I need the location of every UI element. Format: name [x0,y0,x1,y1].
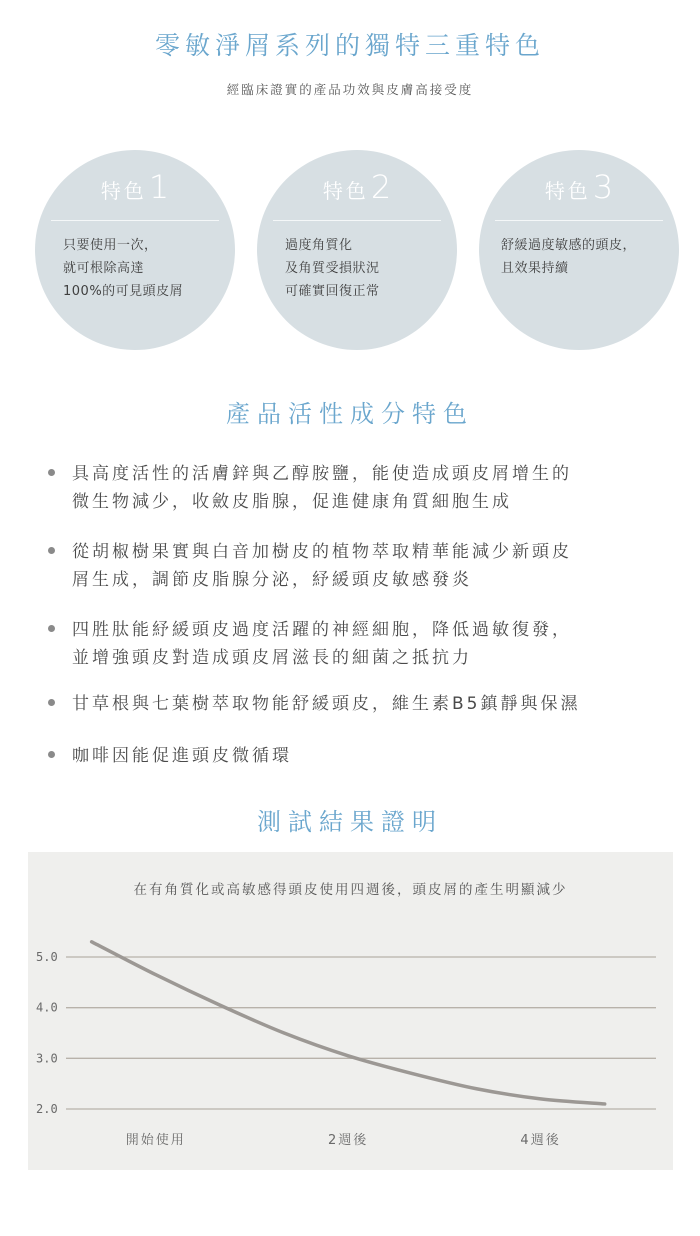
results-title: 測試結果證明 [257,808,443,836]
y-tick-label: 3.0 [36,1051,58,1066]
feature-line: 100%的可見頭皮屑 [63,284,184,299]
feature-label: 特色 [322,179,369,203]
feature-number: 1 [148,168,170,206]
x-tick-label: 4週後 [520,1133,561,1148]
x-tick-label: 2週後 [328,1133,369,1148]
ingredient-line: 具高度活性的活膚鋅與乙醇胺鹽，能使造成頭皮屑增生的 [72,464,572,484]
feature-label: 特色 [544,179,591,203]
feature-circle-1 [35,150,235,350]
feature-line: 只要使用一次， [63,238,158,253]
feature-line: 且效果持續 [501,261,569,276]
bullet-dot [48,625,55,632]
feature-line: 過度角質化 [285,238,353,253]
feature-label: 特色 [100,179,147,203]
bullet-dot [48,751,55,758]
y-tick-label: 5.0 [36,950,58,964]
ingredient-line: 從胡椒樹果實與白音加樹皮的植物萃取精華能減少新頭皮 [72,542,572,562]
feature-description [501,234,661,280]
feature-number: 2 [370,168,392,206]
feature-number: 3 [592,168,614,206]
y-tick-label: 2.0 [36,1102,58,1116]
feature-line: 就可根除高達 [63,261,145,276]
ingredient-line: 四胜肽能紓緩頭皮過度活躍的神經細胞，降低過敏復發， [72,620,572,640]
bullet-dot [48,699,55,706]
feature-divider [51,220,219,221]
feature-circle-3 [479,150,679,350]
ingredient-line: 屑生成，調節皮脂腺分泌，紓緩頭皮敏感發炎 [72,570,472,590]
feature-line: 及角質受損狀況 [285,261,380,276]
page-subtitle: 經臨床證實的產品功效與皮膚高接受度 [226,82,474,97]
chart-title: 在有角質化或高敏感得頭皮使用四週後，頭皮屑的產生明顯減少 [133,882,568,898]
ingredients-title: 產品活性成分特色 [226,400,474,428]
series-line [92,942,605,1104]
feature-heading [479,168,679,206]
ingredient-line: 甘草根與七葉樹萃取物能舒緩頭皮，維生素B5鎮靜與保濕 [72,694,581,714]
feature-description [63,234,223,303]
results-chart-panel [28,852,673,1170]
feature-divider [495,220,663,221]
y-tick-label: 4.0 [36,1000,58,1015]
bullet-dot [48,547,55,554]
ingredient-line: 微生物減少，收斂皮脂腺，促進健康角質細胞生成 [72,492,512,512]
results-chart [28,852,673,1170]
ingredient-line: 並增強頭皮對造成頭皮屑滋長的細菌之抵抗力 [72,648,472,668]
x-tick-label: 開始使用 [125,1133,186,1148]
feature-description [285,234,445,303]
feature-heading [35,168,235,206]
bullet-dot [48,469,55,476]
ingredient-line: 咖啡因能促進頭皮微循環 [72,746,292,766]
feature-line: 舒緩過度敏感的頭皮， [501,238,637,253]
feature-circle-2 [257,150,457,350]
feature-heading [257,168,457,206]
feature-divider [273,220,441,221]
feature-line: 可確實回復正常 [285,284,380,299]
page-title: 零敏淨屑系列的獨特三重特色 [154,31,545,60]
